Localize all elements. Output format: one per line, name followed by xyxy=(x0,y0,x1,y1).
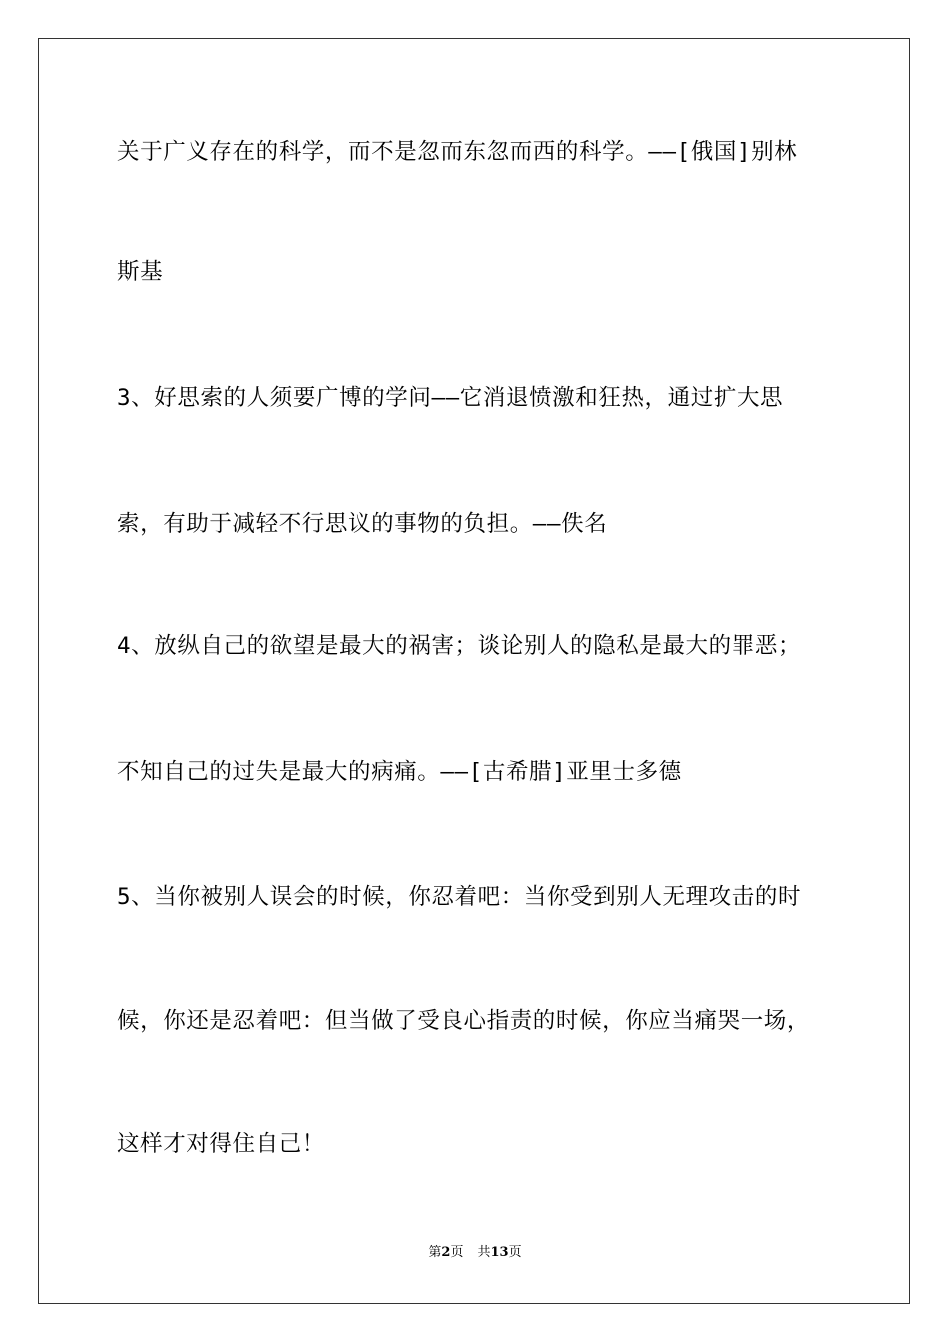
page-border xyxy=(38,38,910,1304)
total-prefix: 共 xyxy=(477,1245,491,1260)
page-footer xyxy=(0,1245,950,1261)
text-line: 5、当你被别人误会的时候，你忍着吧：当你受到别人无理攻击的时 xyxy=(117,884,802,910)
text-line: 关于广义存在的科学，而不是忽而东忽而西的科学。——[俄国]别林 xyxy=(117,139,798,165)
page-prefix: 第 xyxy=(428,1245,442,1260)
page-number: 2 xyxy=(441,1245,451,1260)
text-line: 不知自己的过失是最大的病痛。——[古希腊]亚里士多德 xyxy=(117,759,682,785)
text-line: 索，有助于减轻不行思议的事物的负担。——佚名 xyxy=(117,511,608,537)
total-suffix: 页 xyxy=(508,1245,522,1260)
page-suffix: 页 xyxy=(450,1245,464,1260)
text-line: 候，你还是忍着吧：但当做了受良心指责的时候，你应当痛哭一场， xyxy=(117,1008,811,1034)
text-line: 斯基 xyxy=(117,259,164,285)
text-line: 这样才对得住自己！ xyxy=(117,1131,325,1157)
total-pages: 13 xyxy=(490,1245,509,1260)
text-line: 3、好思索的人须要广博的学问——它消退愤激和狂热，通过扩大思 xyxy=(117,385,784,411)
text-line: 4、放纵自己的欲望是最大的祸害；谈论别人的隐私是最大的罪恶； xyxy=(117,633,802,659)
